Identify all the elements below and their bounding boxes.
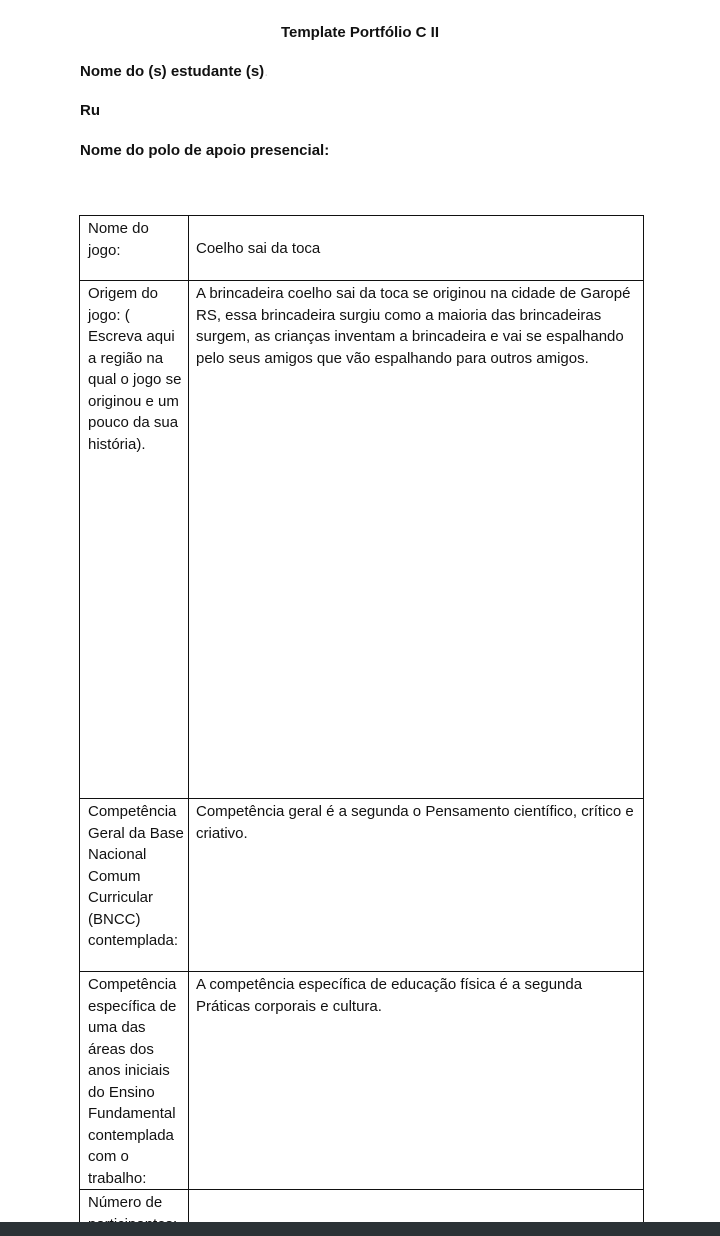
table-row [80, 281, 644, 799]
student-name-line [80, 63, 268, 80]
table-row [80, 972, 644, 1190]
polo-label: Nome do polo de apoio presencial: [80, 142, 330, 159]
row-label-specific-competence: Competência específica de uma das áreas dos anos iniciais do Ensino Fundamental contemplada com o trabalho: [80, 972, 189, 1190]
row-label-origin: Origem do jogo: ( Escreva aqui a região na qual o jogo se originou e um pouco da sua história). [80, 281, 189, 799]
row-value-origin: A brincadeira coelho sai da toca se originou na cidade de Garopé RS, essa brincadeira surgiu como a maioria das brincadeiras surgem, as crianças inventam a brincadeira e vai se espalhando pelo seus amigos que vão espalhando para outros amigos. [189, 281, 644, 799]
row-label-participants: Número de [80, 1190, 189, 1236]
ru-line [80, 102, 100, 119]
document-title: Template Portfólio C II [280, 24, 440, 41]
viewer-bottom-bar [0, 1222, 720, 1236]
row-value-bncc: Competência geral é a segunda o Pensamento científico, crítico e criativo. [189, 799, 644, 972]
student-name-value: . [264, 63, 269, 80]
row-label-game-name: Nome do jogo: [80, 216, 189, 281]
row-label-bncc: Competência Geral da Base Nacional Comum Curricular (BNCC) contemplada: [80, 799, 189, 972]
table-row [80, 799, 644, 972]
table-row [80, 216, 644, 281]
row-value-specific-competence: A competência específica de educação física é a segunda Práticas corporais e cultura. [189, 972, 644, 1190]
row-value-game-name: Coelho sai da toca [189, 216, 644, 281]
portfolio-table [79, 215, 644, 1236]
ru-label: Ru [80, 102, 100, 119]
student-name-label: Nome do (s) estudante (s) [80, 63, 265, 80]
polo-line [80, 142, 329, 159]
